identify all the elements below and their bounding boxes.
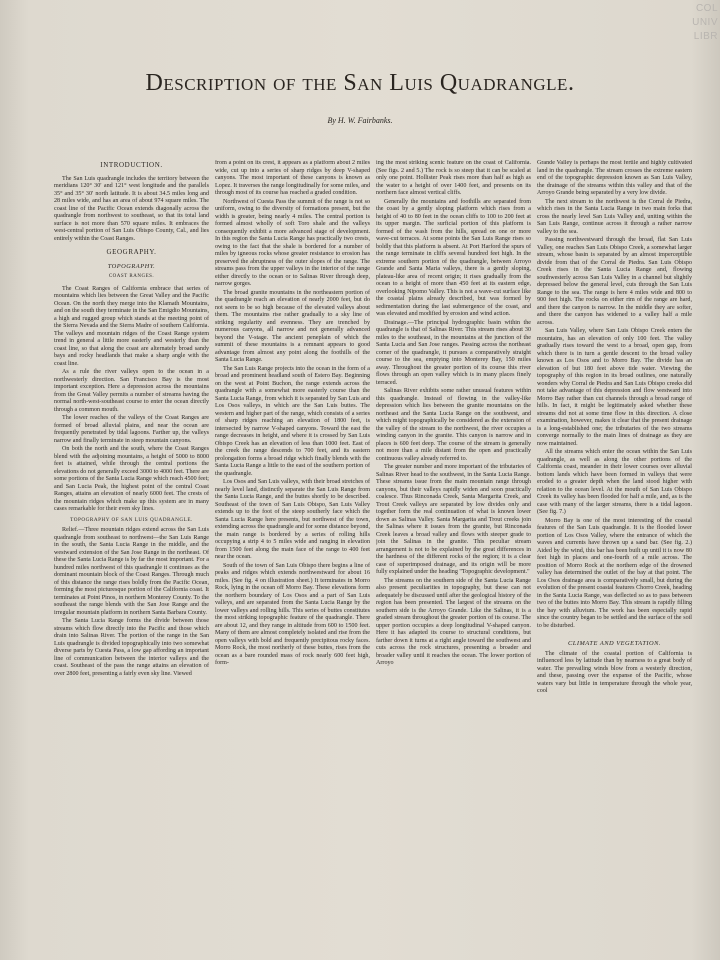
paragraph: Passing northwestward through the broad, flat San Luis Valley, one reaches San Luis Obispo Creek, a somewhat larger stream, whose basin is separated by an almost imperceptible divide from that of the Corral de Piedra. San Luis Obispo Creek rises in the Santa Lucia Range and, flowing southwesterly across San Luis Valley in a channel but slightly depressed below the general level, cuts through the San Luis Range to the sea. The range is here 4 miles wide and 800 to 900 feet high. The rocks on either rim of the range are hard, and there the canyon is narrow. In the middle they are softer, and there the canyon has widened to a valley half a mile across. bbox=[537, 237, 692, 326]
paragraph: The San Luis quadrangle includes the territory between the meridians 120° 30′ and 121° west longitude and the parallels 35° and 35° 30′ north latitude. It is about 34.5 miles long and 28 miles wide, and has an area of about 974 square miles. The coast line of the Pacific Ocean extends diagonally across the quadrangle from northwest to southeast, so that its total land surface is not more than 570 square miles. It embraces the west-central portion of San Luis Obispo County, Cal., and lies entirely within the Coast Ranges. bbox=[54, 175, 209, 242]
paragraph: All the streams which enter the ocean within the San Luis quadrangle, as well as along the other portions of the California coast, meander in their lower courses over alluvial bottom lands which have been formed in valleys that were eroded to a greater depth when the land stood higher with relation to the ocean level. At the mouth of San Luis Obispo Creek its valley has been flooded for half a mile, and, as is the case with many of the larger streams, there is a tidal lagoon. (See fig. 7.) bbox=[537, 449, 692, 515]
stamp-line: COL bbox=[695, 3, 718, 14]
library-stamp bbox=[674, 2, 718, 44]
paragraph: On both the north and the south, where the Coast Ranges blend with the adjoining mountains, a height of 5000 to 8000 feet is attained, while through the central portions the elevations do not generally exceed 3000 to 4000 feet. There are some portions of the Santa Lucia Range which reach 4500 feet; and San Lucia Peak, the highest point of the central Coast Ranges, attains an elevation of nearly 6000 feet. The crests of the mountain ridges which make up this system are in many cases remarkable for their even sky lines. bbox=[54, 446, 209, 512]
paragraph: Relief.—Three mountain ridges extend across the San Luis quadrangle from southeast to northwest—the San Luis Range in the south, the Santa Lucia Range in the middle, and the westward extension of the San Jose Range in the northeast. Of these the Santa Lucia Range is by far the most important. For a hundred miles northwest of this quadrangle it continues as the dominant mountain block of the Coast Ranges. Through much of this distance the range rises boldly from the Pacific Ocean, forming the most picturesque portion of the California coast. It terminates at Point Pinos, in northern Monterey County. To the southeast the range blends with the San Jose Range and the irregular mountain platform in northern Santa Barbara County. bbox=[54, 527, 209, 616]
page-title: Description of the San Luis Quadrangle. bbox=[145, 70, 575, 96]
paragraph: Northwest of Cuesta Pass the summit of the range is not so uniform, owing to the diversity of formations present, but the width is greater, being nearly 4 miles. The central portion is formed almost wholly of soft Toro shale and the valleys consequently exhibit a more advanced stage of development. In this region the Santa Lucia Range has practically two crests, owing to the fact that the shale is bordered for a number of miles by igneous rocks whose greater resistance to erosion has preserved the abruptness of the outer slopes of the range. The streams pass from the upper valleys in the interior of the range either directly to the ocean or to Salinas River through deep, narrow gorges. bbox=[215, 198, 370, 287]
paragraph: Generally the mountains and foothills are separated from the coast by a gently sloping platform which rises from a height of 40 to 80 feet in the ocean cliffs to 100 to 200 feet at its upper margin. The surficial portion of this platform is formed of the wash from the hills, spread on one or more wave-cut terraces. At some points the San Luis Range rises so boldly that this platform is absent. At Port Harford the spurs of the range terminate in cliffs several hundred feet high. In the extreme southern portion of the quadrangle, between Arroyo Grande and Santa Maria valleys, there is a gently sloping, plateau-like area of recent origin; it rises gradually from the ocean to a height of more than 450 feet at its eastern edge, overlooking Nipomo Valley. This is not a wave-cut surface like the coastal plains already described, but was formed by sedimentation during the last submergence of the coast, and was elevated and modified by erosion and wind action. bbox=[376, 198, 531, 317]
paragraph: Los Osos and San Luis valleys, with their broad stretches of nearly level land, distinctly separate the San Luis Range from the Santa Lucia Range, and the buttes shortly to be described. Southeast of the town of San Luis Obispo, San Luis Valley extends up to the foot of the steep southerly face which the Santa Lucia Range here presents, but northwest of the town, extending across the quadrangle and for some distance beyond, the main range is bordered by a series of rolling hills occupying a strip 4 to 5 miles wide and ranging in elevation from 1500 feet along the main face of the range to 400 feet near the ocean. bbox=[215, 479, 370, 560]
paragraph: The broad granite mountains in the northeastern portion of the quadrangle reach an elevation of nearly 2000 feet, but do not seem to be so high because of the elevated valleys about them. The mountains rise rather gradually to a sky line of striking regularity and evenness. They are trenched by numerous canyons, all narrow and not generally advanced beyond the V-stage. The ancient peneplain of which the summit of these mountains is a remnant appears to good advantage from almost any point along the foothills of the Santa Lucia Range. bbox=[215, 289, 370, 363]
text-columns bbox=[54, 160, 694, 960]
paragraph: The climate of the coastal portion of California is influenced less by latitude than by nearness to a great body of water. The prevailing winds blow from a westerly direction, and these, passing over the expanse of the Pacific, whose waters vary but little in temperature through the whole year, cool bbox=[537, 650, 692, 694]
paragraph: San Luis Valley, where San Luis Obispo Creek enters the mountains, has an elevation of only 100 feet. The valley gradually rises toward the west to a broad, open gap, from which there is in turn a gentle descent to the broad valley known as Los Osos and to Morro Bay. The divide has an elevation of but 180 feet above tide water. Viewing the topography of this region in its broad outlines, one naturally wonders why Corral de Piedra and San Luis Obispo creeks did not take advantage of this depression and flow westward into Morro Bay rather than cut channels through a broad range of hills. In fact, it might be legitimately asked whether these streams did not at some time flow in this direction. A close examination, however, makes it clear that the present drainage is a long-established one; the tributaries of the two streams converge normally to the main lines of drainage as they are now maintained. bbox=[537, 328, 692, 447]
paragraph: The greater number and more important of the tributaries of Salinas River head to the southwest, in the Santa Lucia Range. These streams issue from the main mountain range through canyons, but their valleys rapidly widen and soon practically coalesce. Thus Rinconada Creek, Santa Margarita Creek, and Trout Creek valleys are separated by low divides only and together form the real continuation of what is known lower down as Salinas Valley. Santa Margarita and Trout creeks join the Salinas where it issues from the granite, but Rinconada Creek leaves a broad valley and flows with steeper grade to join the Salinas in the granite. This peculiar stream arrangement is not to be explained by the great differences in the hardness of the different rocks of the region; it is a clear case of superimposed drainage, and its origin will be more fully explained under the heading "Topographic development." bbox=[376, 464, 531, 575]
paragraph: Salinas River exhibits some rather unusual features within this quadrangle. Instead of flowing in the valley-like depression which lies between the granite mountains on the northeast and the Santa Lucia Range on the southwest, and which might topographically be considered as the extension of the valley of the stream to the northwest, the river occupies a winding canyon in the granite. This canyon is narrow and in places is 600 feet deep. The course of the stream is generally not more than a mile distant from the open and practically continuous valley already referred to. bbox=[376, 388, 531, 462]
paragraph: As a rule the river valleys open to the ocean in a northwesterly direction. San Francisco Bay is the most important exception. Here a depression across the mountains from the Great Valley permits a number of streams having the normal north-west-southeast course to enter the ocean directly through a common mouth. bbox=[54, 369, 209, 413]
paragraph: Morro Bay is one of the most interesting of the coastal features of the San Luis quadrangle. It is the flooded lower portion of Los Osos Valley, where the entrance of which the waves and currents have thrown up a sand bar. (See fig. 2.) Aided by the wind, this bar has been built up until it is now 80 feet high in places and one-fourth of a mile across. The position of Morro Rock at the northern edge of the drowned valley has determined the outlet of the bay at that point. The Los Osos drainage area is comparatively small, but during the evolution of the present coastal features Chorro Creek, heading in the Santa Lucia Range, was deflected so as to pass between two of the buttes into Morro Bay. This stream is rapidly filling the bay with alluvium. The work has been especially rapid since the country began to be settled and the surface of the soil to be disturbed. bbox=[537, 517, 692, 629]
paragraph: Grande Valley is perhaps the most fertile and highly cultivated land in the quadrangle. The stream crosses the extreme eastern end of the topographic depression known as San Luis Valley, the drainage of the streams within this valley and that of the Arroyo Grande being separated by a very low divide. bbox=[537, 160, 692, 196]
paragraph: The streams on the southern side of the Santa Lucia Range also present peculiarities in topography, but these can not adequately be discussed until after the geological history of the region has been presented. The largest of the streams on the southern side is the Arroyo Grande. Like the Salinas, it is a graded stream throughout the greater portion of its course. The upper portion occupies a deep longitudinal V-shaped canyon. Here it has adapted its course to structural conditions, but farther down it turns at a right angle toward the southwest and cuts across the rock structures, presenting a broader and broader valley until it reaches the ocean. The lower portion of Arroyo bbox=[376, 577, 531, 666]
column-2 bbox=[215, 160, 370, 960]
paragraph: The San Luis Range projects into the ocean in the form of a broad and prominent headland south of Estero Bay. Beginning on the west at Point Buchon, the range extends across the quadrangle with a somewhat more easterly course than the Santa Lucia Range, from which it is separated by San Luis and Los Osos valleys, in which are the San Luis buttes. The western and higher part of the range, which consists of a series of sharp ridges reaching an elevation of 1800 feet, is intersected by narrow V-shaped canyons. Toward the east the range decreases in height, and where it is crossed by San Luis Obispo Creek has an elevation of less than 1000 feet. East of the creek the range descends to 700 feet, and its eastern prolongation forms a broad ridge which finally blends with the Santa Lucia Range a little to the east of the southern portion of the quadrangle. bbox=[215, 365, 370, 477]
paragraph: South of the town of San Luis Obispo there begins a line of peaks and ridges which extends northwestward for about 16 miles. (See fig. 4 on illustration sheet.) It terminates in Morro Rock, lying in the ocean off Morro Bay. These elevations form the northern boundary of Los Osos and a part of San Luis valleys, and are separated from the Santa Lucia Range by the lower valleys and rolling hills. This series of buttes constitutes the most striking topographic feature of the quadrangle. There are about 12, and they range in altitude from 600 to 1500 feet. Many of them are almost completely isolated and rise from the open valleys with bold and frequently precipitous rocky faces. Morro Rock, the most northerly of these buttes, rises from the ocean as a bare rounded mass of rock nearly 600 feet high, form- bbox=[215, 562, 370, 666]
author-line: By H. W. Fairbanks. bbox=[327, 116, 393, 125]
section-heading: GEOGRAPHY. bbox=[106, 248, 157, 256]
minor-heading: COAST RANGES. bbox=[108, 274, 155, 279]
subsection-heading: TOPOGRAPHY. bbox=[107, 262, 156, 270]
paragraph: ing the most striking scenic feature on the coast of California. (See figs. 2 and 5.) The rock is so steep that it can be scaled at only one point. Hollister Peak rises more than half as high as the water to a height of over 1400 feet, and presents on its northern face almost vertical cliffs. bbox=[376, 160, 531, 196]
paragraph: The Santa Lucia Range forms the divide between those streams which flow directly into the Pacific and those which drain into Salinas River. The portion of the range in the San Luis quadrangle is divided topographically into two somewhat diverse parts by Cuesta Pass, a low gap affording an important line of communication between the interior valleys and the coast. Southeast of the pass the range attains an elevation of over 2800 feet, presenting a fairly even sky line. Viewed bbox=[54, 618, 209, 677]
paragraph: Drainage.—The principal hydrographic basin within the quadrangle is that of Salinas River. This stream rises about 30 miles to the southeast, in the mountains at the junction of the Santa Lucia and San Jose ranges. Passing across the northeast corner of the quadrangle, it pursues a comparatively straight course to the sea, emptying into Monterey Bay, 150 miles away. Throughout the greater portion of its course this river flows through an open valley which is in many places finely terraced. bbox=[376, 319, 531, 386]
paragraph: The Coast Ranges of California embrace that series of mountains which lies between the Great Valley and the Pacific Ocean. On the north they merge into the Klamath Mountains, and on the south they terminate in the San Emigdio Mountains, a high and rugged group which stands at the meeting point of the Sierra Nevada and the Sierra Madre of southern California. The valleys and mountain ridges of the Coast Range system trend in general a little more easterly and westerly than the coast line, so that along the coast are alternately broad sandy bays and rocky headlands that make a sharp angle with the coast line. bbox=[54, 285, 209, 367]
column-3 bbox=[376, 160, 531, 960]
minor-heading: TOPOGRAPHY OF SAN LUIS QUADRANGLE. bbox=[70, 516, 193, 523]
paragraph: The next stream to the northwest is the Corral de Piedra, which rises in the Santa Lucia Range in two main forks that cross the nearly level San Luis Valley and, uniting within the San Luis Range, continue across it through a rather narrow valley to the sea. bbox=[537, 198, 692, 235]
column-1 bbox=[54, 160, 209, 960]
section-heading: CLIMATE AND VEGETATION. bbox=[568, 640, 661, 647]
section-heading: INTRODUCTION. bbox=[100, 161, 163, 169]
column-4 bbox=[537, 160, 692, 960]
stamp-line: UNIV bbox=[692, 17, 718, 28]
paragraph: The lower reaches of the valleys of the Coast Ranges are formed of broad alluvial plains, and near the ocean are frequently penetrated by tidal lagoons. Farther up, the valleys narrow and finally terminate in steep mountain canyons. bbox=[54, 415, 209, 444]
paragraph: from a point on its crest, it appears as a platform about 2 miles wide, cut up into a series of sharp ridges by deep V-shaped canyons. The most important of these canyons is known as Lopez. It traverses the range longitudinally for some miles, and through most of its course has reached a graded condition. bbox=[215, 160, 370, 196]
stamp-line: LIBR bbox=[693, 31, 718, 42]
